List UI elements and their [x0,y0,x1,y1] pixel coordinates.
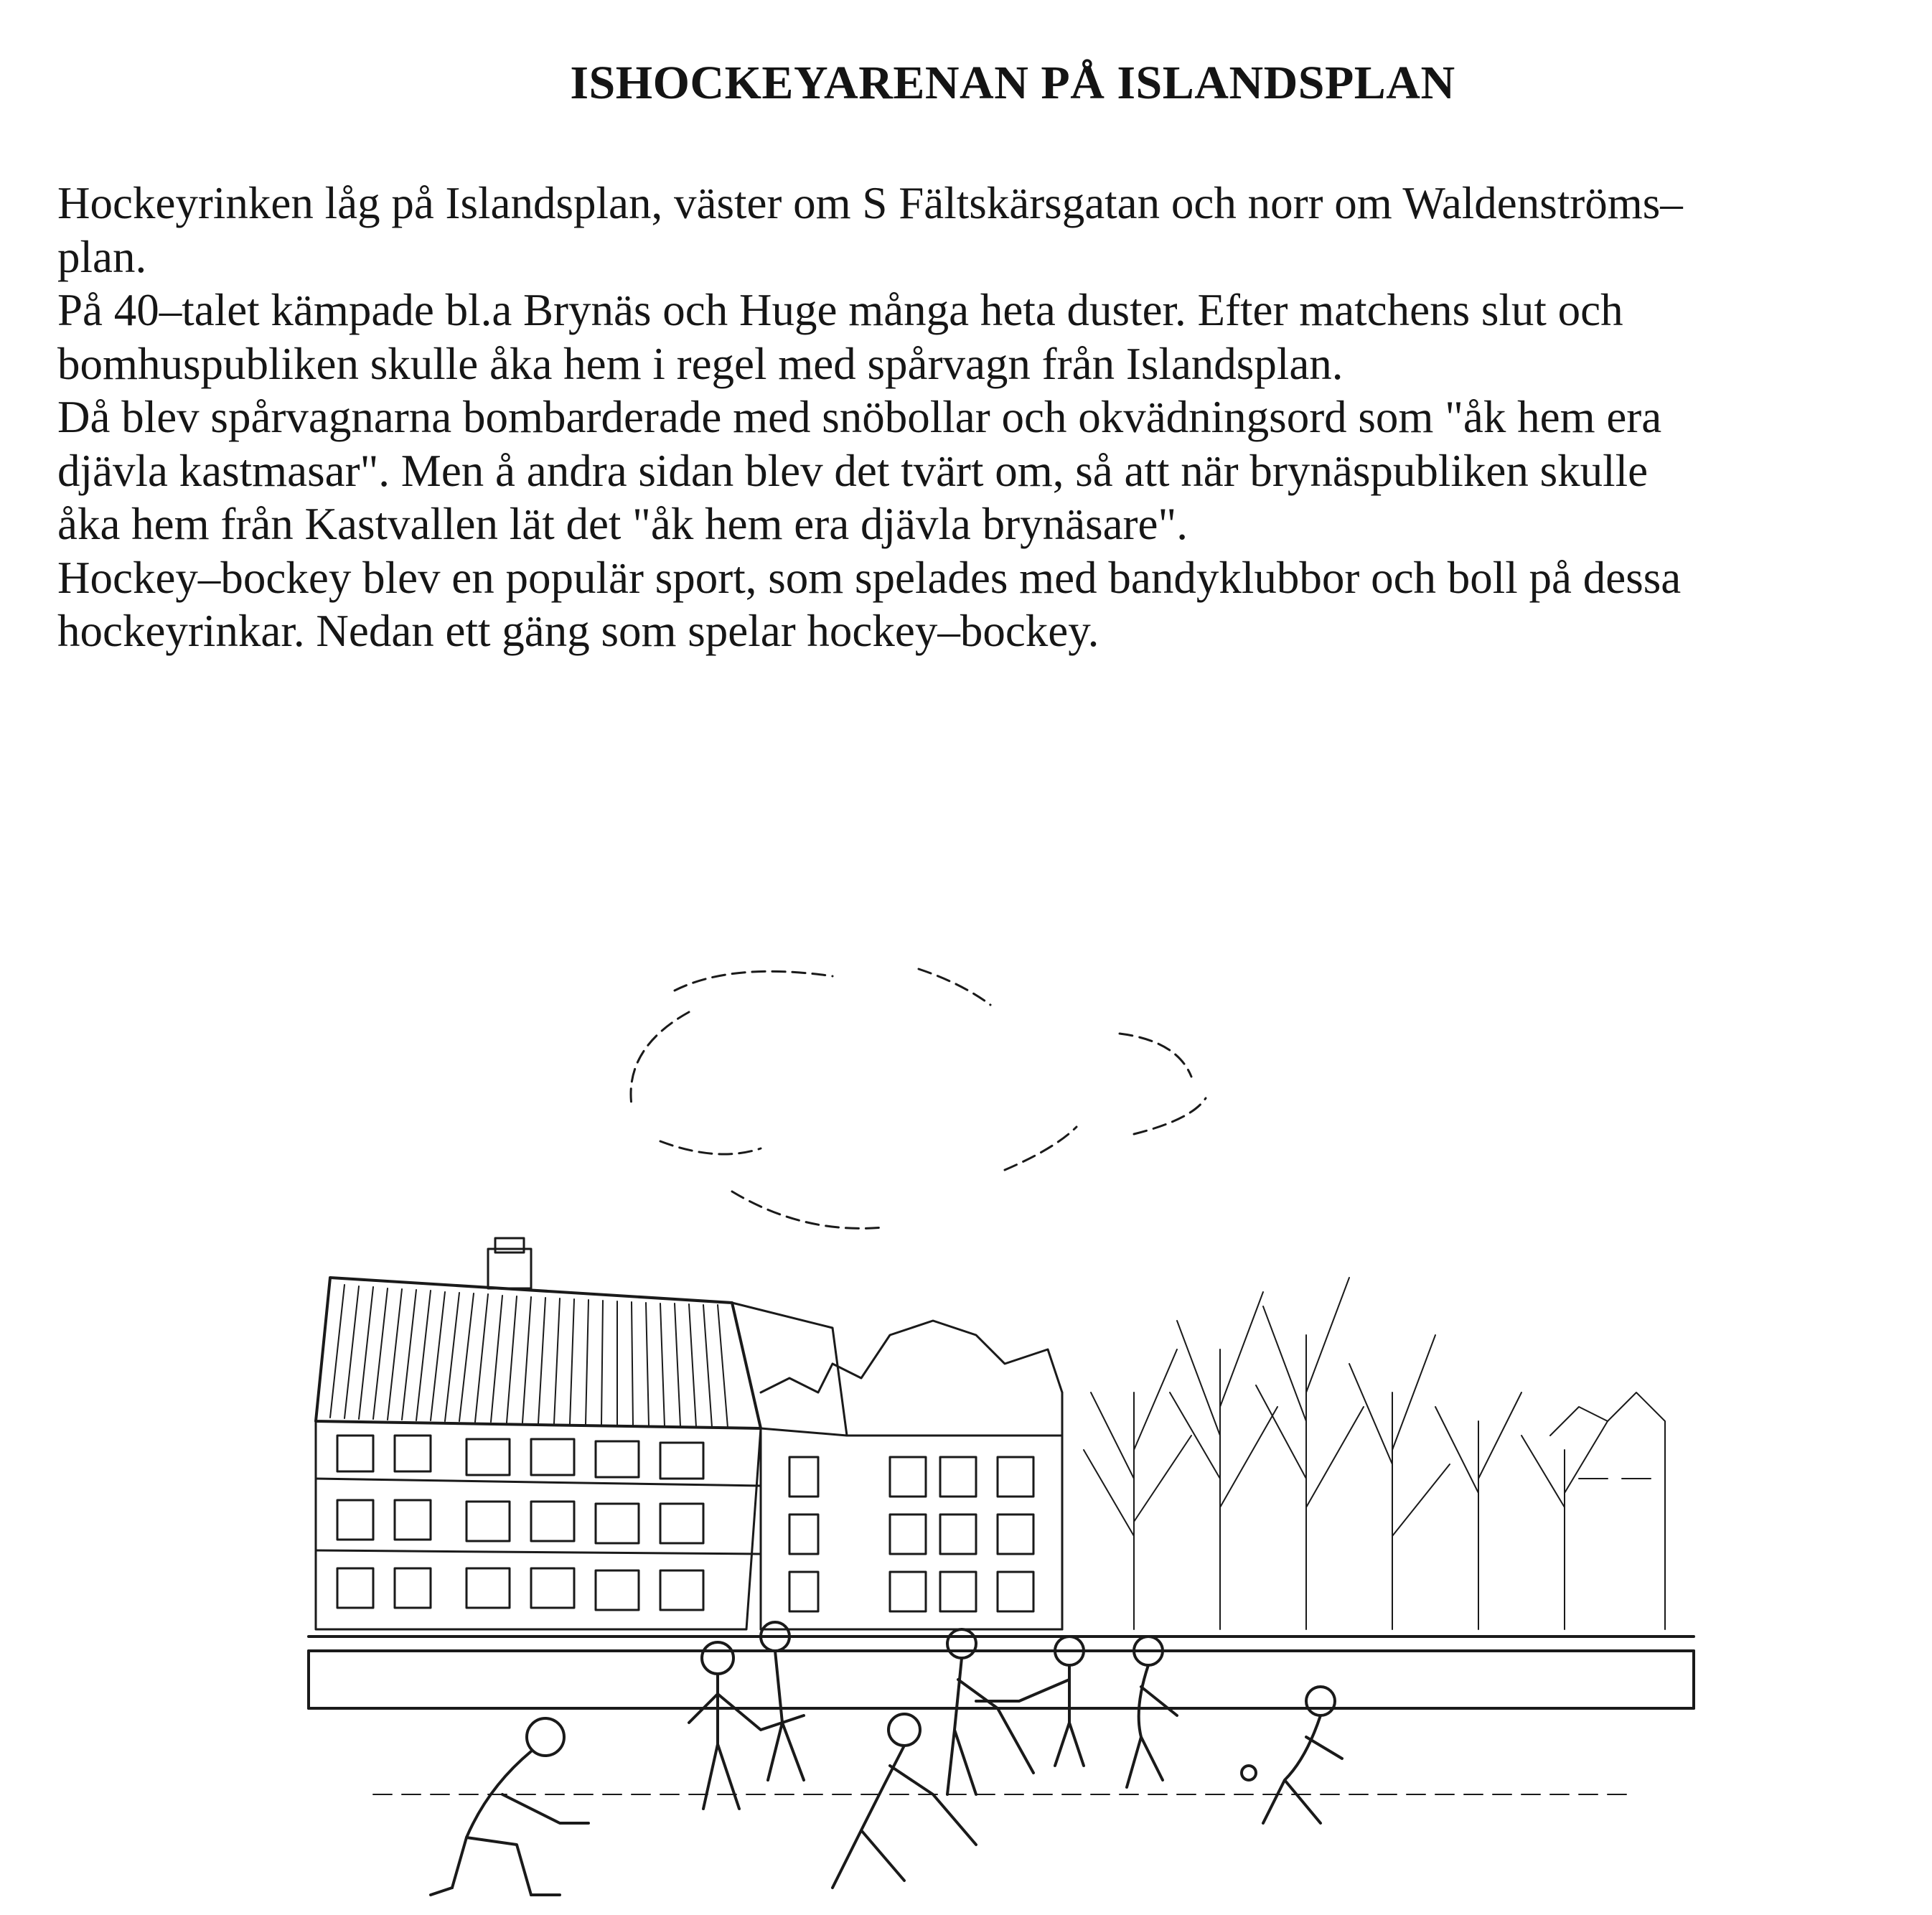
page-title: ISHOCKEYARENAN PÅ ISLANDSPLAN [570,57,1455,109]
ink-sketch-hockey-rink-icon [287,890,1765,1909]
text-line: Hockeyrinken låg på Islandsplan, väster om S Fältskärsgatan och norr om Waldenströms– [57,178,1683,228]
text-line: djävla kastmasar". Men å andra sidan blev det tvärt om, så att när brynäspubliken skulle [57,445,1649,496]
text-line: Då blev spårvagnarna bombarderade med snöbollar och okvädningsord som "åk hem era [57,392,1662,442]
text-line: hockeyrinkar. Nedan ett gäng som spelar hockey–bockey. [57,606,1099,656]
body-text [57,177,1909,658]
text-line: plan. [57,231,147,282]
text-line: åka hem från Kastvallen lät det "åk hem era djävla brynäsare". [57,499,1188,549]
text-line: På 40–talet kämpade bl.a Brynäs och Huge många heta duster. Efter matchens slut och [57,285,1623,335]
text-line: Hockey–bockey blev en populär sport, som spelades med bandyklubbor och boll på dessa [57,552,1682,603]
text-line: bomhuspubliken skulle åka hem i regel med spårvagn från Islandsplan. [57,338,1344,389]
hockey-rink-illustration [287,890,1765,1909]
